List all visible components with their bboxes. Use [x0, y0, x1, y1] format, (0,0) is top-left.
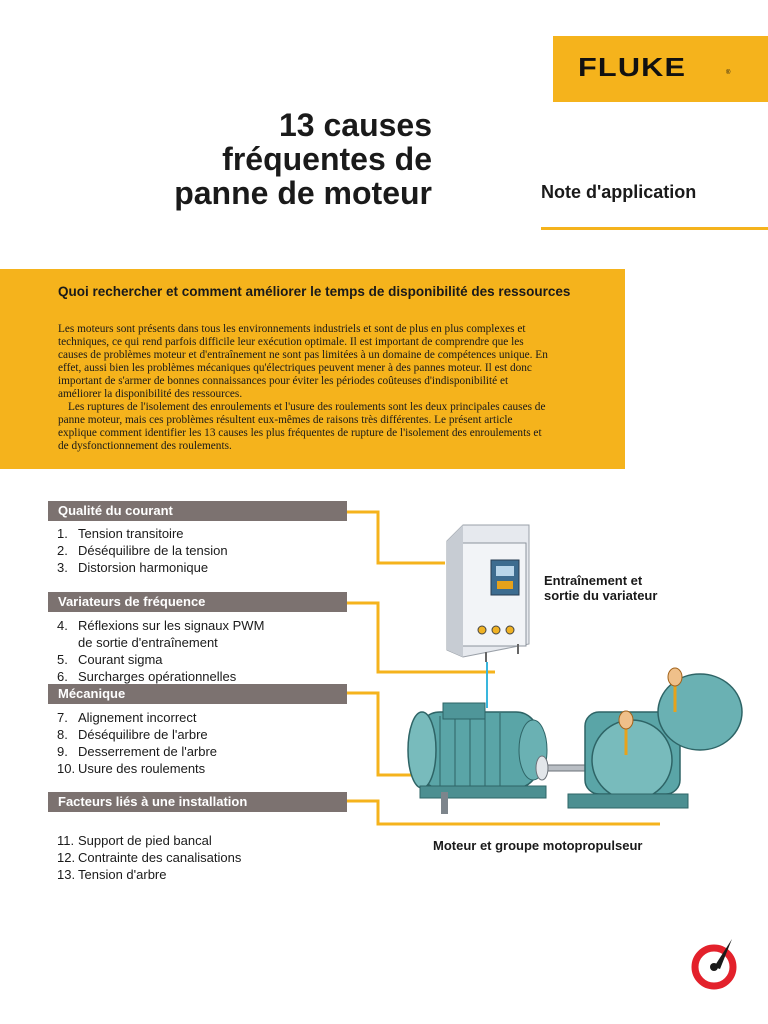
item-text: Déséquilibre de l'arbre: [78, 727, 208, 742]
category-header-variable-drives: Variateurs de fréquence: [48, 592, 347, 612]
shaft-coupling: [536, 756, 548, 780]
item-text: Réflexions sur les signaux PWM: [78, 618, 265, 633]
item-number: 6.: [57, 669, 68, 684]
title-line-3: panne de moteur: [174, 175, 432, 211]
item-number: 11.: [57, 833, 75, 848]
item-text: Tension transitoire: [78, 526, 184, 541]
item-number: 5.: [57, 652, 68, 667]
item-number: 8.: [57, 727, 68, 742]
fluke-gauge-icon: [690, 935, 742, 991]
item-number: 7.: [57, 710, 68, 725]
item-text: Desserrement de l'arbre: [78, 744, 218, 759]
subtitle-rule: [541, 227, 768, 230]
fluke-logo: FLUKE: [578, 52, 687, 82]
category-header-mechanical: Mécanique: [48, 684, 347, 704]
item-number: 9.: [57, 744, 68, 759]
registered-mark: ®: [726, 70, 731, 76]
item-text-continued: de sortie d'entraînement: [78, 635, 218, 650]
drive-cabinet: [447, 525, 529, 662]
item-number: 2.: [57, 543, 68, 558]
item-number: 10.: [57, 761, 76, 776]
item-number: 4.: [57, 618, 68, 633]
document-type: Note d'application: [541, 182, 697, 202]
pump-gearbox: [568, 674, 742, 808]
item-text: Déséquilibre de la tension: [78, 543, 228, 558]
connector-power-quality: [347, 512, 445, 563]
electric-motor: [408, 703, 547, 814]
page-title: [174, 108, 432, 210]
item-text: Alignement incorrect: [78, 710, 197, 725]
intro-paragraph: Les moteurs sont présents dans tous les environnements industriels et sont de plus en plus complexes et techniques, ce qui rend parfois difficile leur exécution optimale. Il est important de comprendre que les causes de problèmes moteur et d'entraînement ne sont pas limitées à un domaine de compétences unique. En effet, aussi bien les problèmes mécaniques qu'électriques peuvent mener à des pannes moteur. Il est donc important de s'armer de bonnes connaissances pour éviter les périodes coûteuses d'indisponibilité et améliorer la disponibilité des ressources.: [58, 323, 548, 400]
item-text: Courant sigma: [78, 652, 163, 667]
title-line-2: fréquentes de: [222, 141, 432, 177]
drive-label-line: sortie du variateur: [544, 588, 658, 603]
item-number: 1.: [57, 526, 68, 541]
item-number: 3.: [57, 560, 68, 575]
drive-label: [544, 573, 657, 603]
intro-heading: Quoi rechercher et comment améliorer le temps de disponibilité des ressources: [58, 284, 571, 299]
motor-label: Moteur et groupe motopropulseur: [433, 838, 643, 853]
item-number: 12.: [57, 850, 76, 865]
drive-label-line: Entraînement et: [544, 573, 643, 588]
intro-body: [58, 323, 550, 453]
category-header-power-quality: Qualité du courant: [48, 501, 347, 521]
item-number: 13.: [57, 867, 76, 882]
motor-system-illustration: [0, 490, 768, 890]
intro-paragraph: Les ruptures de l'isolement des enroulements et l'usure des roulements sont les deux principales causes de panne moteur, mais ces problèmes résultent eux-mêmes de raisons très différentes. Le présent article explique comment identifier les 13 causes les plus fréquentes de rupture de l'isolement des enroulements et de dysfonctionnement des roulements.: [58, 401, 546, 452]
item-text: Contrainte des canalisations: [78, 850, 242, 865]
item-text: Distorsion harmonique: [78, 560, 209, 575]
item-text: Tension d'arbre: [78, 867, 167, 882]
item-text: Surcharges opérationnelles: [78, 669, 237, 684]
item-text: Usure des roulements: [78, 761, 206, 776]
item-text: Support de pied bancal: [78, 833, 212, 848]
category-header-installation: Facteurs liés à une installation: [48, 792, 347, 812]
title-line-1: 13 causes: [278, 107, 432, 143]
